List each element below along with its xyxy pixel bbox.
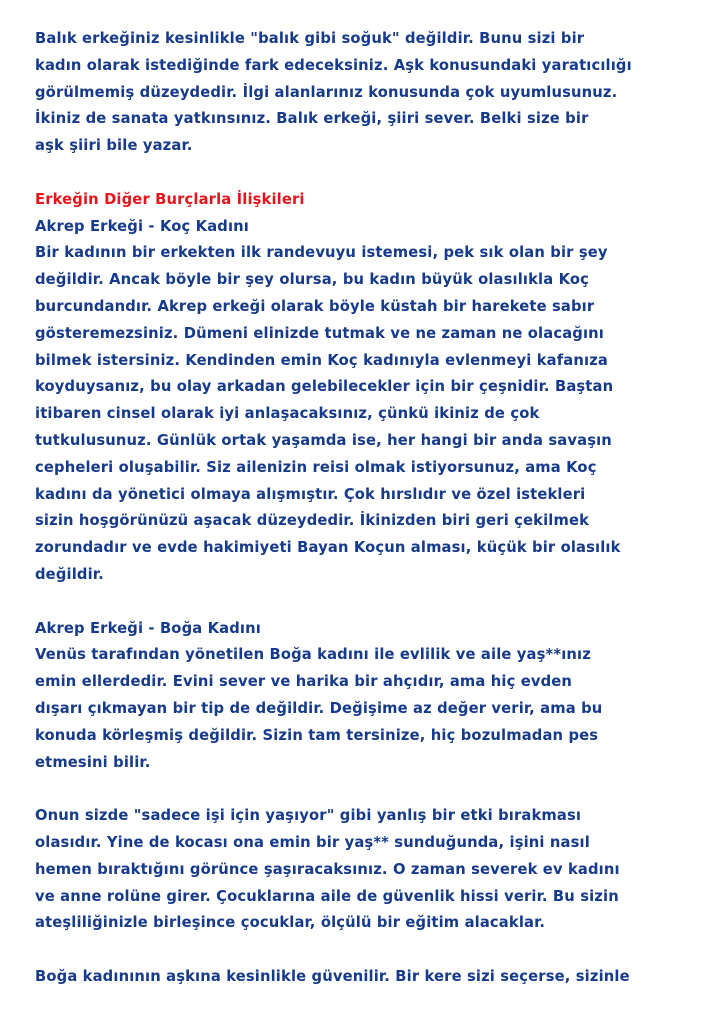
text-line: itibaren cinsel olarak iyi anlaşacaksınız, çünkü ikiniz de çok — [35, 404, 540, 423]
text-line: dışarı çıkmayan bir tip de değildir. Değişime az değer verir, ama bu — [35, 698, 603, 717]
text-line: sizin hoşgörünüzü aşacak düzeydedir. İkinizden biri geri çekilmek — [35, 511, 590, 530]
text-line: değildir. Ancak böyle bir şey olursa, bu kadın büyük olasılıkla Koç — [35, 270, 590, 289]
document-page — [35, 25, 728, 990]
subsection-scorpio-aries — [35, 213, 728, 588]
paragraph-spacer — [35, 159, 728, 186]
text-line: tutkulusunuz. Günlük ortak yaşamda ise, her hangi bir anda savaşın — [35, 430, 612, 449]
text-line: etmesini bilir. — [35, 752, 151, 771]
paragraph-spacer — [35, 775, 728, 802]
section-heading: Erkeğin Diğer Burçlarla İlişkileri — [35, 189, 305, 208]
text-line: olasıdır. Yine de kocası ona emin bir yaş** sunduğunda, işini nasıl — [35, 832, 590, 851]
text-line: bilmek istersiniz. Kendinden emin Koç kadınıyla evlenmeyi kafanıza — [35, 350, 609, 369]
text-line: ve anne rolüne girer. Çocuklarına aile de güvenlik hissi verir. Bu sizin — [35, 886, 619, 905]
intro-paragraph — [35, 25, 728, 159]
text-line: kadın olarak istediğinde fark edeceksiniz. Aşk konusundaki yaratıcılığı — [35, 55, 632, 74]
paragraph-spacer — [35, 588, 728, 615]
text-line: Balık erkeğiniz kesinlikle "balık gibi soğuk" değildir. Bunu sizi bir — [35, 29, 585, 47]
paragraph-spacer — [35, 936, 728, 963]
text-line: İkiniz de sanata yatkınsınız. Balık erkeği, şiiri sever. Belki size bir — [35, 109, 589, 128]
text-line: görülmemiş düzeydedir. İlgi alanlarınız konusunda çok uyumlusunuz. — [35, 82, 618, 101]
paragraph — [35, 963, 728, 990]
text-line: burcundandır. Akrep erkeği olarak böyle küstah bir harekete sabır — [35, 296, 595, 315]
text-line: zorundadır ve evde hakimiyeti Bayan Koçun alması, küçük bir olasılık — [35, 538, 621, 557]
text-line: ateşliliğinizle birleşince çocuklar, ölçülü bir eğitim alacaklar. — [35, 913, 546, 932]
text-line: aşk şiiri bile yazar. — [35, 136, 193, 155]
text-line: Venüs tarafından yönetilen Boğa kadını ile evlilik ve aile yaş**ınız — [35, 645, 591, 664]
text-line: kadını da yönetici olmaya alışmıştır. Çok hırslıdır ve özel istekleri — [35, 484, 586, 503]
text-line: koyduysanız, bu olay arkadan gelebilecekler için bir çeşnidir. Baştan — [35, 377, 614, 396]
text-line: Boğa kadınının aşkına kesinlikle güvenilir. Bir kere sizi seçerse, sizinle — [35, 966, 630, 985]
text-line: emin ellerdedir. Evini sever ve harika bir ahçıdır, ama hiç evden — [35, 672, 573, 691]
subsection-scorpio-taurus — [35, 615, 728, 776]
subsection-title: Akrep Erkeği - Koç Kadını — [35, 216, 249, 235]
text-line: Bir kadının bir erkekten ilk randevuyu istemesi, pek sık olan bir şey — [35, 243, 608, 262]
text-line: değildir. — [35, 564, 104, 583]
subsection-title: Akrep Erkeği - Boğa Kadını — [35, 618, 261, 637]
text-line: gösteremezsiniz. Dümeni elinizde tutmak ve ne zaman ne olacağını — [35, 323, 604, 342]
text-line: cepheleri oluşabilir. Siz ailenizin reisi olmak istiyorsunuz, ama Koç — [35, 457, 597, 476]
paragraph — [35, 802, 728, 936]
text-line: konuda körleşmiş değildir. Sizin tam tersinize, hiç bozulmadan pes — [35, 725, 599, 744]
text-line: Onun sizde "sadece işi için yaşıyor" gibi yanlış bir etki bırakması — [35, 806, 582, 825]
text-line: hemen bıraktığını görünce şaşıracaksınız. O zaman severek ev kadını — [35, 859, 620, 878]
